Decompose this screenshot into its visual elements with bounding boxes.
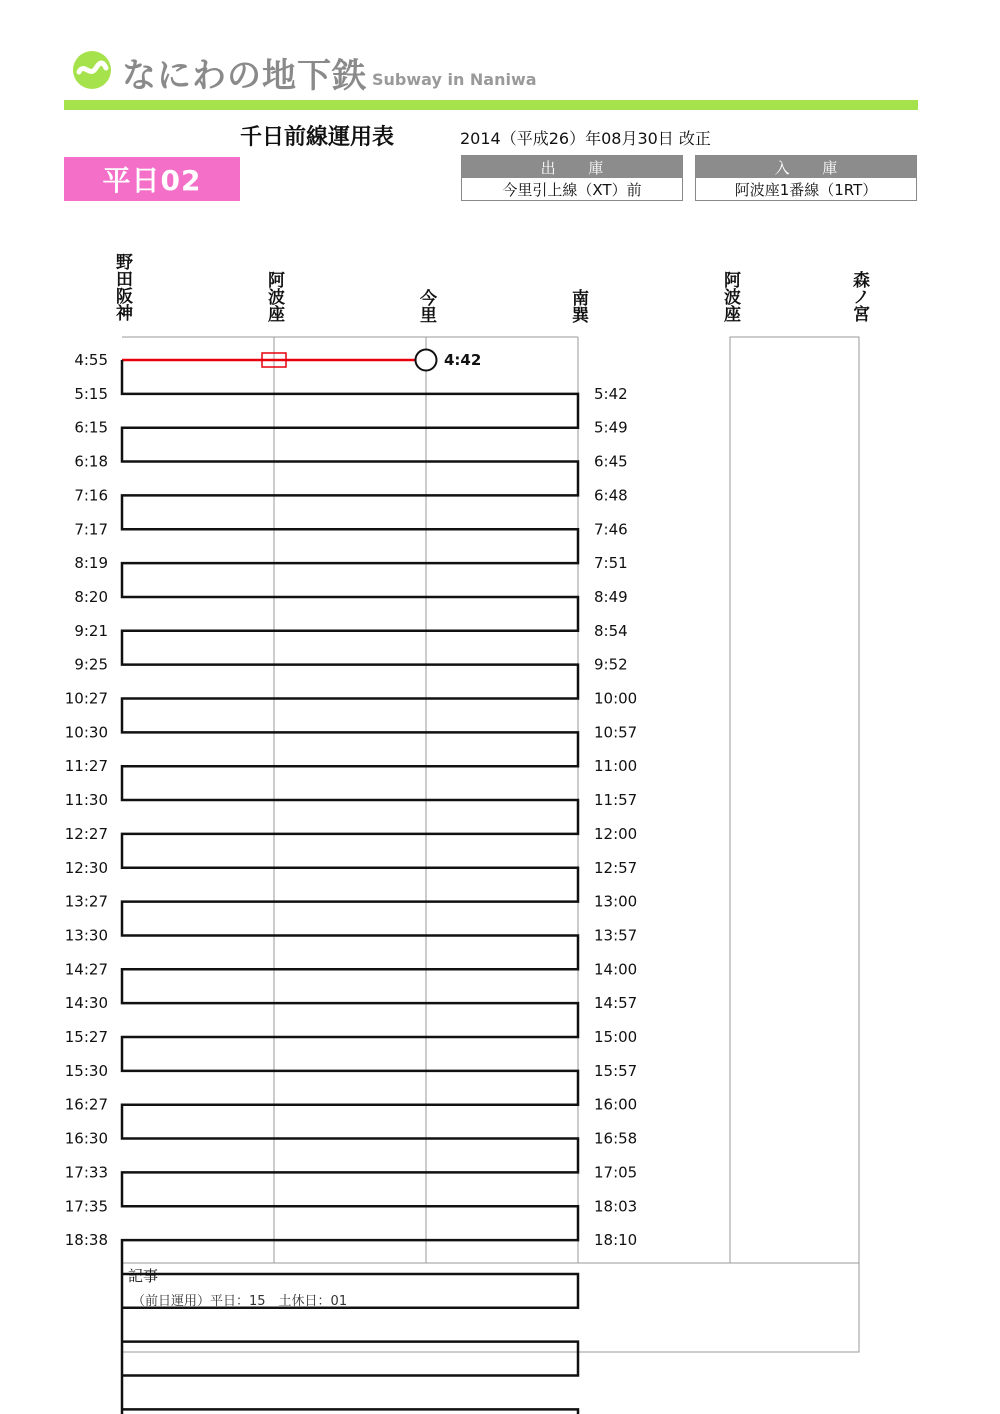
right-time-label: 14:00 xyxy=(594,960,638,979)
departure-circle xyxy=(416,350,437,371)
left-time-label: 12:27 xyxy=(64,824,108,843)
left-time-label: 10:30 xyxy=(64,723,108,742)
revision-date: 2014（平成26）年08月30日 改正 xyxy=(460,129,711,148)
left-time-label: 12:30 xyxy=(64,858,108,877)
left-time-label: 7:16 xyxy=(74,486,108,505)
diagram-grid xyxy=(122,337,859,1352)
left-time-label: 9:25 xyxy=(74,655,108,674)
left-time-label: 5:15 xyxy=(74,384,108,403)
left-time-label: 17:35 xyxy=(64,1197,108,1216)
departure-label: 出 庫 xyxy=(462,156,682,178)
right-time-label: 6:45 xyxy=(594,452,628,471)
left-time-label: 17:33 xyxy=(64,1163,108,1182)
right-time-label: 7:51 xyxy=(594,554,628,573)
brand-name: なにわの地下鉄 xyxy=(122,56,367,96)
right-time-label: 17:05 xyxy=(594,1163,638,1182)
right-time-label: 11:57 xyxy=(594,791,638,810)
first-departure-label: 4:42 xyxy=(444,351,482,369)
left-time-label: 15:30 xyxy=(64,1061,108,1080)
right-time-label: 12:00 xyxy=(594,824,638,843)
right-time-label: 5:42 xyxy=(594,384,628,403)
left-time-label: 14:30 xyxy=(64,994,108,1013)
right-time-label: 15:00 xyxy=(594,1028,638,1046)
left-time-label: 10:27 xyxy=(64,689,108,708)
left-time-label: 7:17 xyxy=(74,520,108,539)
right-time-label: 5:49 xyxy=(594,418,628,437)
station-nodahanshin: 野田阪神 xyxy=(112,253,132,321)
right-time-label: 13:00 xyxy=(594,892,638,911)
left-time-label: 14:27 xyxy=(64,960,108,979)
left-time-label: 15:27 xyxy=(64,1028,108,1046)
right-time-label: 7:46 xyxy=(594,520,628,539)
arrival-label: 入 庫 xyxy=(696,156,916,178)
notes-title: 記事 xyxy=(128,1267,159,1285)
left-time-label: 8:20 xyxy=(74,587,108,606)
right-time-label: 14:57 xyxy=(594,994,638,1013)
station-awaza-2: 阿波座 xyxy=(720,271,740,322)
left-time-label: 8:19 xyxy=(74,554,108,573)
right-time-label: 13:57 xyxy=(594,926,638,945)
right-time-label: 18:03 xyxy=(594,1197,638,1216)
right-time-label: 18:10 xyxy=(594,1231,638,1250)
left-time-label: 18:38 xyxy=(64,1231,108,1250)
right-time-label: 8:49 xyxy=(594,587,628,606)
arrival-value: 阿波座1番線（1RT） xyxy=(734,180,878,199)
right-time-label: 10:57 xyxy=(594,723,638,742)
right-time-label: 15:57 xyxy=(594,1061,638,1080)
left-time-label: 6:18 xyxy=(74,452,108,471)
departure-value: 今里引上線（XT）前 xyxy=(502,180,642,199)
route-lines xyxy=(122,350,578,1414)
left-time-label: 16:27 xyxy=(64,1095,108,1114)
station-awaza: 阿波座 xyxy=(264,271,284,322)
right-time-label: 10:00 xyxy=(594,689,638,708)
right-time-label: 11:00 xyxy=(594,757,638,776)
left-time-label: 13:30 xyxy=(64,926,108,945)
run-path xyxy=(122,360,578,1414)
left-time-label: 9:21 xyxy=(74,621,108,640)
station-morinomiya: 森ノ宮 xyxy=(849,271,869,322)
left-time-label: 11:27 xyxy=(64,757,108,776)
grid-depot-column xyxy=(730,337,859,1263)
page-title: 千日前線運用表 xyxy=(240,125,395,150)
left-time-label: 16:30 xyxy=(64,1129,108,1148)
station-minamitatsumi: 南巽 xyxy=(568,289,588,323)
right-time-label: 16:58 xyxy=(594,1129,638,1148)
right-time-label: 12:57 xyxy=(594,858,638,877)
brand-subtitle: Subway in Naniwa xyxy=(372,70,537,89)
left-time-label: 6:15 xyxy=(74,418,108,437)
right-time-label: 9:52 xyxy=(594,655,628,674)
right-time-label: 6:48 xyxy=(594,486,628,505)
station-imazato: 今里 xyxy=(416,289,436,323)
left-time-label: 4:55 xyxy=(74,351,108,369)
operation-badge: 平日02 xyxy=(64,157,240,201)
right-time-label: 16:00 xyxy=(594,1095,638,1114)
left-time-label: 11:30 xyxy=(64,791,108,810)
right-time-label: 8:54 xyxy=(594,621,628,640)
left-time-label: 13:27 xyxy=(64,892,108,911)
notes-text: （前日運用）平日：15 土休日：01 xyxy=(132,1294,348,1309)
